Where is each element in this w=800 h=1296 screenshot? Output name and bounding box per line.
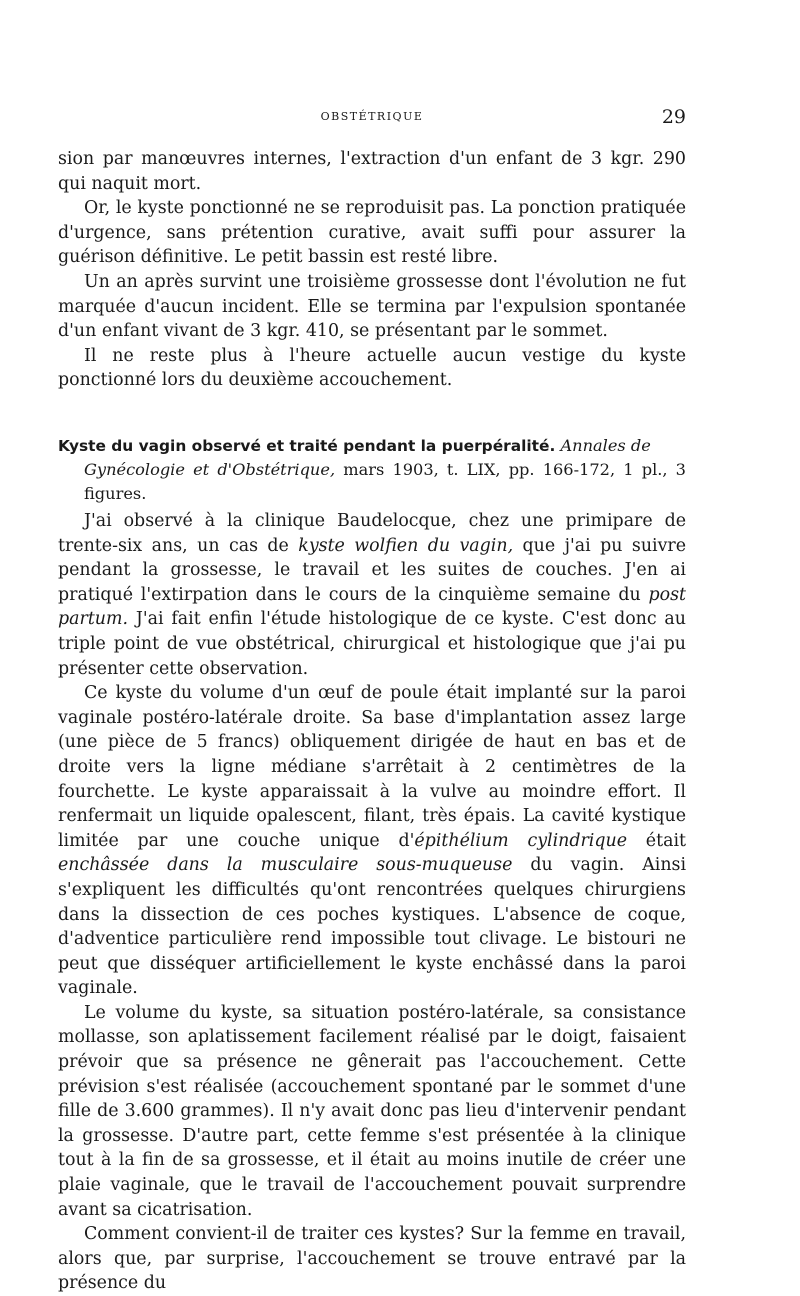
article-body: [58, 509, 686, 1296]
paragraph: Or, le kyste ponctionné ne se reproduisit pas. La ponction pratiquée d'urgence, sans prétention curative, avait suffi pour assurer la guérison définitive. Le petit bassin est resté libre.: [58, 198, 686, 268]
text-run: J'ai observé à la clinique Baudelocque, chez une primipare de trente-six ans, un cas de: [58, 511, 686, 556]
paragraph: Comment convient-il de traiter ces kystes? Sur la femme en travail, alors que, par surprise, l'accouchement se trouve entravé par la présence du: [58, 1224, 686, 1294]
running-head: [58, 108, 686, 130]
paragraph: [58, 681, 686, 1001]
running-title: OBSTÉTRIQUE: [320, 110, 424, 123]
text-run: Ce kyste du volume d'un œuf de poule était implanté sur la paroi vaginale postéro-latérale droite. Sa base d'implantation assez large (une pièce de 5 francs) obliquement dirigée de haut en bas et de droite vers la ligne médiane s'arrêtait à 2 centimètres de la fourchette. Le kyste apparaissait à la vulve au moindre effort. Il renfermait un liquide opalescent, filant, très épais. La cavité kystique limitée par une couche unique d': [58, 683, 686, 851]
page-number: 29: [661, 106, 686, 128]
text-run: que j'ai pu suivre pendant la grossesse, le travail et les suites de couches. J'en ai pratiqué l'extirpation dans le cours de la cinquième semaine du: [58, 535, 687, 605]
citation-line: [58, 458, 686, 506]
italic-term: enchâssée dans la musculaire sous-muqueuse: [58, 855, 513, 876]
paragraph: [58, 509, 686, 681]
italic-term: kyste wolfien du vagin,: [298, 535, 514, 556]
text-run: J'ai fait enfin l'étude histologique de ce kyste. C'est donc au triple point de vue obstétrical, chirurgical et histologique que j'ai pu présenter cette observation.: [58, 609, 686, 679]
paragraph: sion par manœuvres internes, l'extraction d'un enfant de 3 kgr. 290 qui naquit mort.: [58, 149, 686, 194]
intro-text: [58, 147, 686, 393]
italic-term: post partum.: [58, 584, 686, 630]
paragraph: Un an après survint une troisième grossesse dont l'évolution ne fut marquée d'aucun incident. Elle se termina par l'expulsion spontanée d'un enfant vivant de 3 kgr. 410, se présentant par le sommet.: [58, 271, 686, 342]
paragraph: Le volume du kyste, sa situation postéro-latérale, sa consistance mollasse, son aplatissement facilement réalisé par le doigt, faisaient prévoir que sa présence ne gênerait pas l'accouchement. Cette prévision s'est réalisée (accouchement spontané par le sommet d'une fille de 3.600 grammes). Il n'y avait donc pas lieu d'intervenir pendant la grossesse. D'autre part, cette femme s'est présentée à la clinique tout à la fin de sa grossesse, et il était au moins inutile de créer une plaie vaginale, que le travail de l'accouchement pouvait surprendre avant sa cicatrisation.: [58, 1002, 686, 1220]
citation-details: mars 1903, t. LIX, pp. 166-172, 1 pl., 3 figures.: [84, 460, 686, 503]
text-run: du vagin. Ainsi s'expliquent les difficultés qu'ont rencontrées quelques chirurgiens dans la dissection de ces poches kystiques. L'absence de coque, d'adventice particulière rend impossible tout clivage. Le bistouri ne peut que disséquer artificiellement le kyste enchâssé dans la paroi vaginale.: [58, 855, 687, 999]
text-run: était: [627, 830, 686, 851]
journal-name-cont: Gynécologie et d'Obstétrique,: [84, 460, 336, 479]
italic-term: épithélium cylindrique: [414, 830, 627, 851]
paragraph: Il ne reste plus à l'heure actuelle aucun vestige du kyste ponctionné lors du deuxième accouchement.: [58, 345, 686, 391]
article-title: Kyste du vagin observé et traité pendant la puerpéralité.: [58, 437, 556, 455]
journal-name: Annales de: [560, 436, 651, 455]
article-heading: [58, 434, 686, 506]
